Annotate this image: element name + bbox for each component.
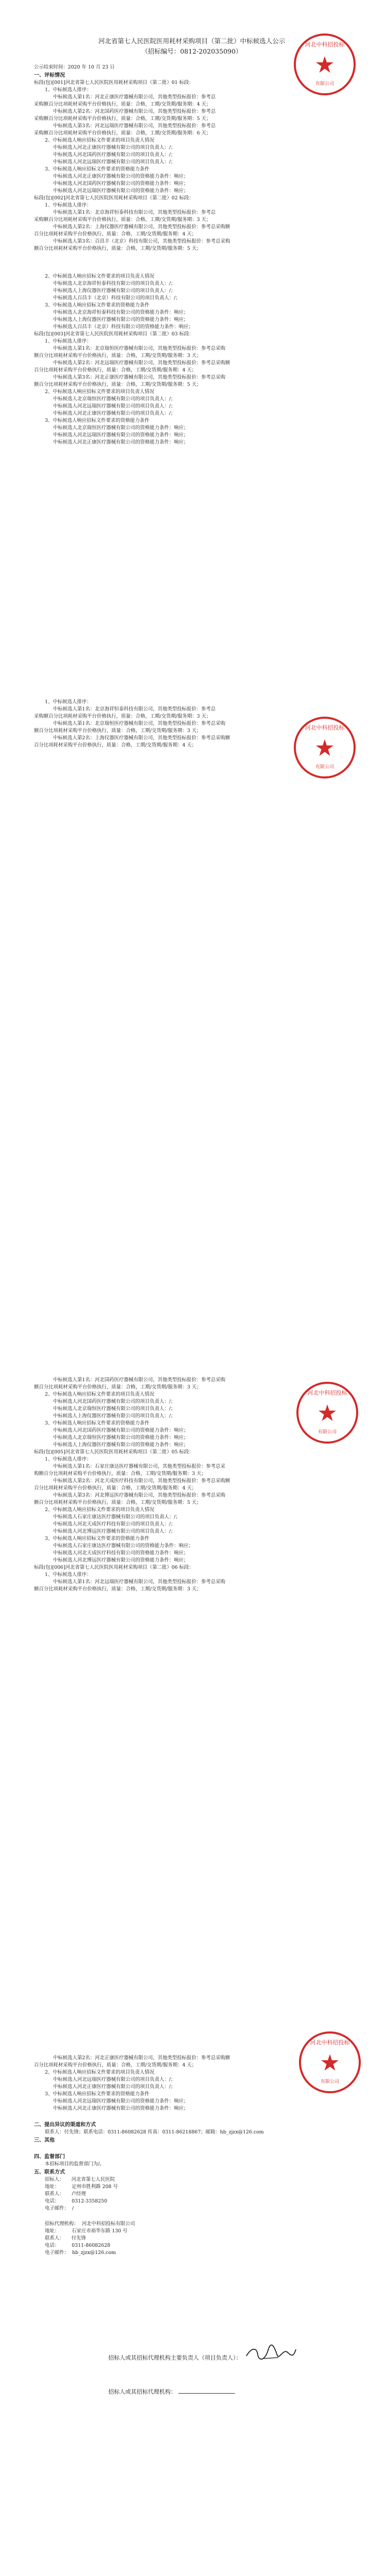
buyer-email-label: 电子邮件： xyxy=(45,2206,69,2211)
buyer-contact-value: 卢经理 xyxy=(71,2191,86,2197)
buyer-phone-value: 0312-3358250 xyxy=(72,2198,107,2204)
pkg1-qual-2: 中标候选人河北国药医疗器械有限公司的资格能力条件：响应； xyxy=(53,181,189,187)
pkg5-candidate-2-cont: 百分比项耗材采购平台价格执行，质量：合格，工期/交货期/服务期：4 天； xyxy=(34,1485,197,1491)
pkg1-candidate-1-cont: 采购额百分比项耗材采购平台价格执行，质量：合格，工期/交货期/服务期：4 天； xyxy=(34,101,211,107)
pkg1-candidate-1: 中标候选人第1名：河北正康医疗器械有限公司，其他类型投标报价：参考总 xyxy=(53,94,216,100)
pkg4-candidate-1-cont: 采购额百分比项耗材采购平台价格执行，质量：合格，工期/交货期/服务期：3 天； xyxy=(34,714,211,719)
agency-addr-row xyxy=(34,2228,349,2235)
p3-qual-1: 中标候选人河北国药医疗器械有限公司的资格能力条件：响应； xyxy=(53,1428,189,1433)
pkg3-candidate-1: 中标候选人第1名：北京瑞恒医疗器械有限公司，其他类型投标报价：参考总采购 xyxy=(53,346,226,351)
svg-text:河北中科招投标: 河北中科招投标 xyxy=(310,2039,350,2046)
pkg4-candidate-2: 中标候选人第1名：北京瑞恒医疗器械有限公司，其他类型投标报价：参考总采购 xyxy=(53,721,226,726)
section-4-heading: 四、监督部门 xyxy=(34,2154,65,2160)
supervision-text: 本招标项目的监督部门为/。 xyxy=(45,2161,105,2167)
pkg1-candidate-2-cont: 采购额百分比项耗材采购平台价格执行，质量：合格，工期/交货期/服务期：5 天； xyxy=(34,116,211,122)
pkg3-candidate-3: 中标候选人第3名：河北正康医疗器械有限公司，其他类型投标报价：参考总采购 xyxy=(53,375,226,380)
p3-qual-3: 中标候选人上海仪器医疗器械有限公司的资格能力条件：响应； xyxy=(53,1442,189,1448)
svg-text:河北中科招投标: 河北中科招投标 xyxy=(307,1389,347,1396)
official-seal-4 xyxy=(296,2029,363,2096)
p3-leader-1: 中标候选人河北国药医疗器械有限公司的项目负责人：/； xyxy=(53,1399,176,1404)
pkg6-ranking-title: 1、中标候选人排序： xyxy=(45,1572,92,1578)
buyer-email-value: / xyxy=(72,2206,74,2211)
pkg3-candidate-2-cont: 百分比项耗材采购平台价格执行，质量：合格，工期/交货期/服务期：4 天； xyxy=(34,367,197,373)
pkg3-qual-1: 中标候选人北京瑞恒医疗器械有限公司的资格能力条件：响应； xyxy=(53,425,189,431)
agency-phone-row xyxy=(34,2242,349,2249)
agency-value: 河北中科招投标有限公司 xyxy=(81,2221,135,2227)
pkg2-candidate-3-cont: 额百分比项耗材采购平台价格执行，质量：合格，工期/交货期/服务期：5 天； xyxy=(34,246,202,251)
p4-leader-2: 中标候选人河北正康医疗器械有限公司的项目负责人：/； xyxy=(53,2084,176,2090)
pkg5-ranking-title: 1、中标候选人排序： xyxy=(45,1456,92,1462)
pkg5-leader-title: 2、中标候选人响应招标文件要求的项目负责人情况 xyxy=(45,1507,155,1513)
pkg2-leader-1: 中标候选人北京海祥恒泰科技有限公司的项目负责人：/； xyxy=(53,281,176,286)
pkg5-candidate-1-cont: 购额百分比项耗材采购平台价格执行，质量：合格，工期/交货期/服务期：3 天； xyxy=(34,1471,207,1477)
svg-text:有限公司: 有限公司 xyxy=(320,2079,340,2084)
handwritten-signature xyxy=(242,2343,299,2364)
pkg5-candidate-1: 中标候选人第1名：石家庄康达医疗器械有限公司，其他类型投标报价：参考总采 xyxy=(53,1464,226,1469)
seal-graphic xyxy=(291,31,358,98)
buyer-contact-row xyxy=(34,2191,349,2198)
buyer-label: 招标人： xyxy=(45,2177,64,2182)
buyer-addr-label: 地址： xyxy=(45,2184,60,2190)
pkg5-intro: 标段(包)[005]河北省第七人民医院医用耗材采购项目（第二批）05 标段： xyxy=(34,1449,194,1455)
buyer-phone-label: 电话： xyxy=(45,2198,60,2204)
buyer-value: 河北省第七人民医院 xyxy=(71,2177,115,2182)
agency-contact-value: 付先锋 xyxy=(71,2235,86,2241)
p3-candidate-1: 中标候选人第1名：河北国药医疗器械有限公司，其他类型投标报价：参考总采购 xyxy=(53,1377,226,1383)
pkg3-candidate-2: 中标候选人第2名：河北远瑞医疗器械有限公司，其他类型投标报价：参考总采购额 xyxy=(53,360,230,366)
svg-text:河北中科招投标: 河北中科招投标 xyxy=(305,724,345,731)
pkg2-candidate-2: 中标候选人第2名：上海仪器医疗器械有限公司，其他类型投标报价：参考总采购额 xyxy=(53,224,230,230)
pkg1-candidate-2: 中标候选人第2名：河北国药医疗器械有限公司，其他类型投标报价：参考总 xyxy=(53,109,216,114)
pkg2-candidate-2-cont: 百分比项耗材采购平台价格执行，质量：合格，工期/交货期/服务期：4 天； xyxy=(34,231,197,237)
pkg3-qual-3: 中标候选人河北正康医疗器械有限公司的资格能力条件：响应； xyxy=(53,439,189,445)
pkg1-leader-2: 中标候选人河北国药医疗器械有限公司的项目负责人：/； xyxy=(53,152,176,158)
p4-candidate-2: 中标候选人第2名：河北正康医疗器械有限公司，其他类型投标报价：参考总采购额 xyxy=(53,2055,230,2061)
pkg5-candidate-3-cont: 额百分比项耗材采购平台价格执行，质量：合格，工期/交货期/服务期：5 天； xyxy=(34,1500,202,1505)
p3-qual-2: 中标候选人北京瑞恒医疗器械有限公司的资格能力条件：响应； xyxy=(53,1435,189,1440)
page-2 xyxy=(0,678,384,1356)
buyer-addr-row xyxy=(34,2183,349,2191)
official-seal xyxy=(291,31,358,98)
pkg3-ranking-title: 1、中标候选人排序： xyxy=(45,338,92,344)
pkg2-qual-3: 中标候选人百昌丰（北京）科技有限公司的资格能力条件：响应； xyxy=(53,324,193,330)
pkg3-candidate-3-cont: 额百分比项耗材采购平台价格执行，质量：合格，工期/交货期/服务期：5 天； xyxy=(34,382,202,387)
page-1 xyxy=(0,0,384,678)
signature-label: 招标人或其招标代理机构主要负责人（项目负责人）： xyxy=(108,2354,242,2361)
pkg1-qual-title: 3、中标候选人响应招标文件要求的资格能力条件 xyxy=(45,166,149,172)
pkg5-leader-2: 中标候选人河北天成医疗科技有限公司的项目负责人：/； xyxy=(53,1521,176,1527)
agency-sign-label: 招标人或其招标代理机构： xyxy=(108,2388,176,2395)
pkg4-candidate-3-cont: 百分比项耗材采购平台价格执行，质量：合格，工期/交货期/服务期：4 天； xyxy=(34,742,197,748)
agency-sign-blank xyxy=(178,2388,235,2394)
pkg3-intro: 标段(包)[003]河北省第七人民医院医用耗材采购项目（第二批）03 标段： xyxy=(34,331,194,337)
p4-qual-title: 3、中标候选人响应招标文件要求的资格能力条件 xyxy=(45,2091,149,2097)
pkg2-qual-2: 中标候选人上海仪器医疗器械有限公司的资格能力条件：响应； xyxy=(53,317,189,323)
seal-graphic-2 xyxy=(291,714,358,781)
pkg6-intro: 标段(包)[006]河北省第七人民医院医用耗材采购项目（第二批）06 标段： xyxy=(34,1565,194,1570)
p4-qual-1: 中标候选人河北远瑞医疗器械有限公司的资格能力条件：响应； xyxy=(53,2098,189,2104)
agency-label: 招标代理机构： xyxy=(45,2221,79,2227)
pkg3-leader-3: 中标候选人河北正康医疗器械有限公司的项目负责人：/； xyxy=(53,411,176,416)
agency-contact-label: 联系人： xyxy=(45,2235,64,2241)
pkg3-leader-title: 2、中标候选人响应招标文件要求的项目负责人情况 xyxy=(45,389,155,395)
pkg3-leader-2: 中标候选人河北远瑞医疗器械有限公司的项目负责人：/； xyxy=(53,403,176,409)
pkg5-leader-3: 中标候选人河北博远医疗器械有限公司的项目负责人：/； xyxy=(53,1529,176,1534)
signature-line-2 xyxy=(108,2387,235,2396)
agency-addr-label: 地址： xyxy=(45,2228,60,2234)
document-subtitle: （招标编号：0812-202035090） xyxy=(141,47,242,55)
official-seal-3 xyxy=(294,1379,361,1446)
page-4 xyxy=(0,2034,384,2576)
pkg3-qual-2: 中标候选人河北远瑞医疗器械有限公司的资格能力条件：响应； xyxy=(53,432,189,438)
pkg4-candidate-2-cont: 额百分比项耗材采购平台价格执行，质量：合格，工期/交货期/服务期：3 天； xyxy=(34,728,202,734)
pkg6-candidate-1: 中标候选人第1名：河北远瑞医疗器械有限公司，其他类型投标报价：参考总采购 xyxy=(53,1579,226,1585)
objection-contact: 联系人：付先锋；联系电话：0311-86082628 传真：0311-86218867；邮箱：hb_zjzx@126.com xyxy=(45,2129,264,2135)
buyer-addr-value: 定州市胜利路 208 号 xyxy=(72,2184,118,2190)
seal-graphic-3 xyxy=(294,1379,361,1446)
pkg2-ranking-title: 1、中标候选人排序： xyxy=(45,202,92,208)
agency-row xyxy=(34,2221,349,2228)
svg-text:有限公司: 有限公司 xyxy=(315,81,335,87)
pkg2-candidate-1-cont: 采购额百分比项耗材采购平台价格执行，质量：合格，工期/交货期/服务期：3 天； xyxy=(34,217,211,223)
pkg1-ranking-title: 1、中标候选人排序： xyxy=(45,87,92,93)
p3-candidate-1-cont: 额百分比项耗材采购平台价格执行，质量：合格，工期/交货期/服务期：3 天； xyxy=(34,1384,202,1390)
p3-leader-2: 中标候选人北京瑞恒医疗器械有限公司的项目负责人：/； xyxy=(53,1406,176,1412)
agency-phone-label: 电话： xyxy=(45,2243,60,2248)
section-5-heading: 五、联系方式 xyxy=(34,2170,65,2175)
pkg2-leader-3: 中标候选人百昌丰（北京）科技有限公司的项目负责人：/； xyxy=(53,295,180,301)
signature-line-1 xyxy=(108,2353,242,2362)
p4-leader-title: 2、中标候选人响应招标文件要求的项目负责人情况 xyxy=(45,2070,155,2075)
pkg4-candidate-3: 中标候选人第2名：上海仪器医疗器械有限公司，其他类型投标报价：参考总采购额 xyxy=(53,735,230,741)
svg-text:河北中科招投标: 河北中科招投标 xyxy=(305,41,345,48)
pkg1-qual-1: 中标候选人河北正康医疗器械有限公司的资格能力条件：响应； xyxy=(53,174,189,179)
p3-qual-title: 3、中标候选人响应招标文件要求的资格能力条件 xyxy=(45,1420,149,1426)
pkg1-candidate-3-cont: 采购额百分比项耗材采购平台价格执行，质量：合格，工期/交货期/服务期：6 天； xyxy=(34,130,211,136)
section-1-heading: 一、评标情况 xyxy=(34,73,65,78)
pkg1-leader-1: 中标候选人河北正康医疗器械有限公司的项目负责人：/； xyxy=(53,145,176,150)
agency-phone-value: 0311-86082628 xyxy=(72,2243,110,2248)
pkg3-candidate-1-cont: 额百分比项耗材采购平台价格执行，质量：合格，工期/交货期/服务期：3 天； xyxy=(34,353,202,359)
pkg5-qual-3: 中标候选人河北博远医疗器械有限公司的资格能力条件：响应； xyxy=(53,1557,189,1563)
svg-text:有限公司: 有限公司 xyxy=(315,765,335,770)
signature-graphic xyxy=(242,2343,299,2364)
pkg6-candidate-1-cont: 额百分比项耗材采购平台价格执行，质量：合格，工期/交货期/服务期：3 天； xyxy=(34,1586,202,1592)
p4-candidate-2-cont: 百分比项耗材采购平台价格执行，质量：合格，工期/交货期/服务期：4 天； xyxy=(34,2062,197,2068)
agency-contact-row xyxy=(34,2235,349,2242)
pkg5-qual-1: 中标候选人石家庄康达医疗器械有限公司的资格能力条件：响应； xyxy=(53,1543,193,1549)
pkg1-intro: 标段(包)[001]河北省第七人民医院医用耗材采购项目（第二批）01 标段： xyxy=(34,80,194,86)
pkg1-candidate-3: 中标候选人第3名：河北远瑞医疗器械有限公司，其他类型投标报价：参考总 xyxy=(53,123,216,129)
pkg4-ranking-title: 1、中标候选人排序： xyxy=(45,699,92,705)
pkg5-qual-2: 中标候选人河北天成医疗科技有限公司的资格能力条件：响应； xyxy=(53,1550,189,1556)
pkg1-qual-3: 中标候选人河北远瑞医疗器械有限公司的资格能力条件：响应； xyxy=(53,188,189,194)
pkg2-candidate-1: 中标候选人第1名：北京海祥恒泰科技有限公司，其他类型投标报价：参考总 xyxy=(53,210,216,215)
p4-qual-2: 中标候选人河北正康医疗器械有限公司的资格能力条件：响应； xyxy=(53,2106,189,2111)
pkg3-leader-1: 中标候选人北京瑞恒医疗器械有限公司的项目负责人：/； xyxy=(53,396,176,402)
section-3-heading: 三、其他 xyxy=(34,2138,55,2143)
p3-leader-title: 2、中标候选人响应招标文件要求的项目负责人情况 xyxy=(45,1392,155,1397)
svg-text:有限公司: 有限公司 xyxy=(318,1430,337,1435)
p4-leader-1: 中标候选人河北远瑞医疗器械有限公司的项目负责人：/； xyxy=(53,2077,176,2082)
pkg2-qual-1: 中标候选人北京海祥恒泰科技有限公司的资格能力条件：响应； xyxy=(53,310,189,315)
agency-email-label: 电子邮件： xyxy=(45,2250,69,2256)
seal-graphic-4 xyxy=(296,2029,363,2096)
pkg5-qual-title: 3、中标候选人响应招标文件要求的资格能力条件 xyxy=(45,1536,149,1541)
document-title: 河北省第七人民医院医用耗材采购项目（第二批）中标候选人公示 xyxy=(98,37,286,45)
pkg2-leader-2: 中标候选人上海仪器医疗器械有限公司的项目负责人：/； xyxy=(53,288,176,294)
pkg2-candidate-3: 中标候选人第3名：百昌丰（北京）科技有限公司，其他类型投标报价：参考总采购 xyxy=(53,239,230,244)
pkg1-leader-3: 中标候选人河北远瑞医疗器械有限公司的项目负责人：/； xyxy=(53,159,176,165)
agency-email-row xyxy=(34,2249,349,2257)
pkg2-intro: 标段(包)[002]河北省第七人民医院医用耗材采购项目（第二批）02 标段： xyxy=(34,195,194,201)
official-seal-2 xyxy=(291,714,358,781)
page-3 xyxy=(0,1356,384,2034)
section-2-heading: 二、提出异议的渠道和方式 xyxy=(34,2122,96,2128)
pkg4-candidate-1: 中标候选人第1名：北京海祥恒泰科技有限公司，其他类型投标报价：参考总 xyxy=(53,706,216,712)
p3-leader-3: 中标候选人上海仪器医疗器械有限公司的项目负责人：/； xyxy=(53,1413,176,1419)
pkg2-leader-title: 2、中标候选人响应招标文件要求的项目负责人情况 xyxy=(45,274,155,279)
buyer-contact-label: 联系人： xyxy=(45,2191,64,2197)
buyer-phone-row xyxy=(34,2198,349,2205)
pkg1-leader-title: 2、中标候选人响应招标文件要求的项目负责人情况 xyxy=(45,138,155,143)
pkg5-candidate-3: 中标候选人第3名：河北博远医疗器械有限公司，其他类型投标报价：参考总采购 xyxy=(53,1493,226,1498)
buyer-email-row xyxy=(34,2205,349,2212)
pkg2-qual-title: 3、中标候选人响应招标文件要求的资格能力条件 xyxy=(45,302,149,308)
buyer-row xyxy=(34,2176,349,2183)
pkg3-qual-title: 3、中标候选人响应招标文件要求的资格能力条件 xyxy=(45,418,149,423)
pkg5-candidate-2: 中标候选人第2名：河北天成医疗科技有限公司，其他类型投标报价：参考总采购额 xyxy=(53,1478,230,1484)
publish-date: 公示结束时间：2020 年 10 月 23 日 xyxy=(34,64,115,70)
agency-email-value: hb_zjzx@126.com xyxy=(72,2250,116,2256)
pkg5-leader-1: 中标候选人石家庄康达医疗器械有限公司的项目负责人：/； xyxy=(53,1514,180,1520)
agency-addr-value: 石家庄市裕华东路 130 号 xyxy=(72,2228,128,2234)
